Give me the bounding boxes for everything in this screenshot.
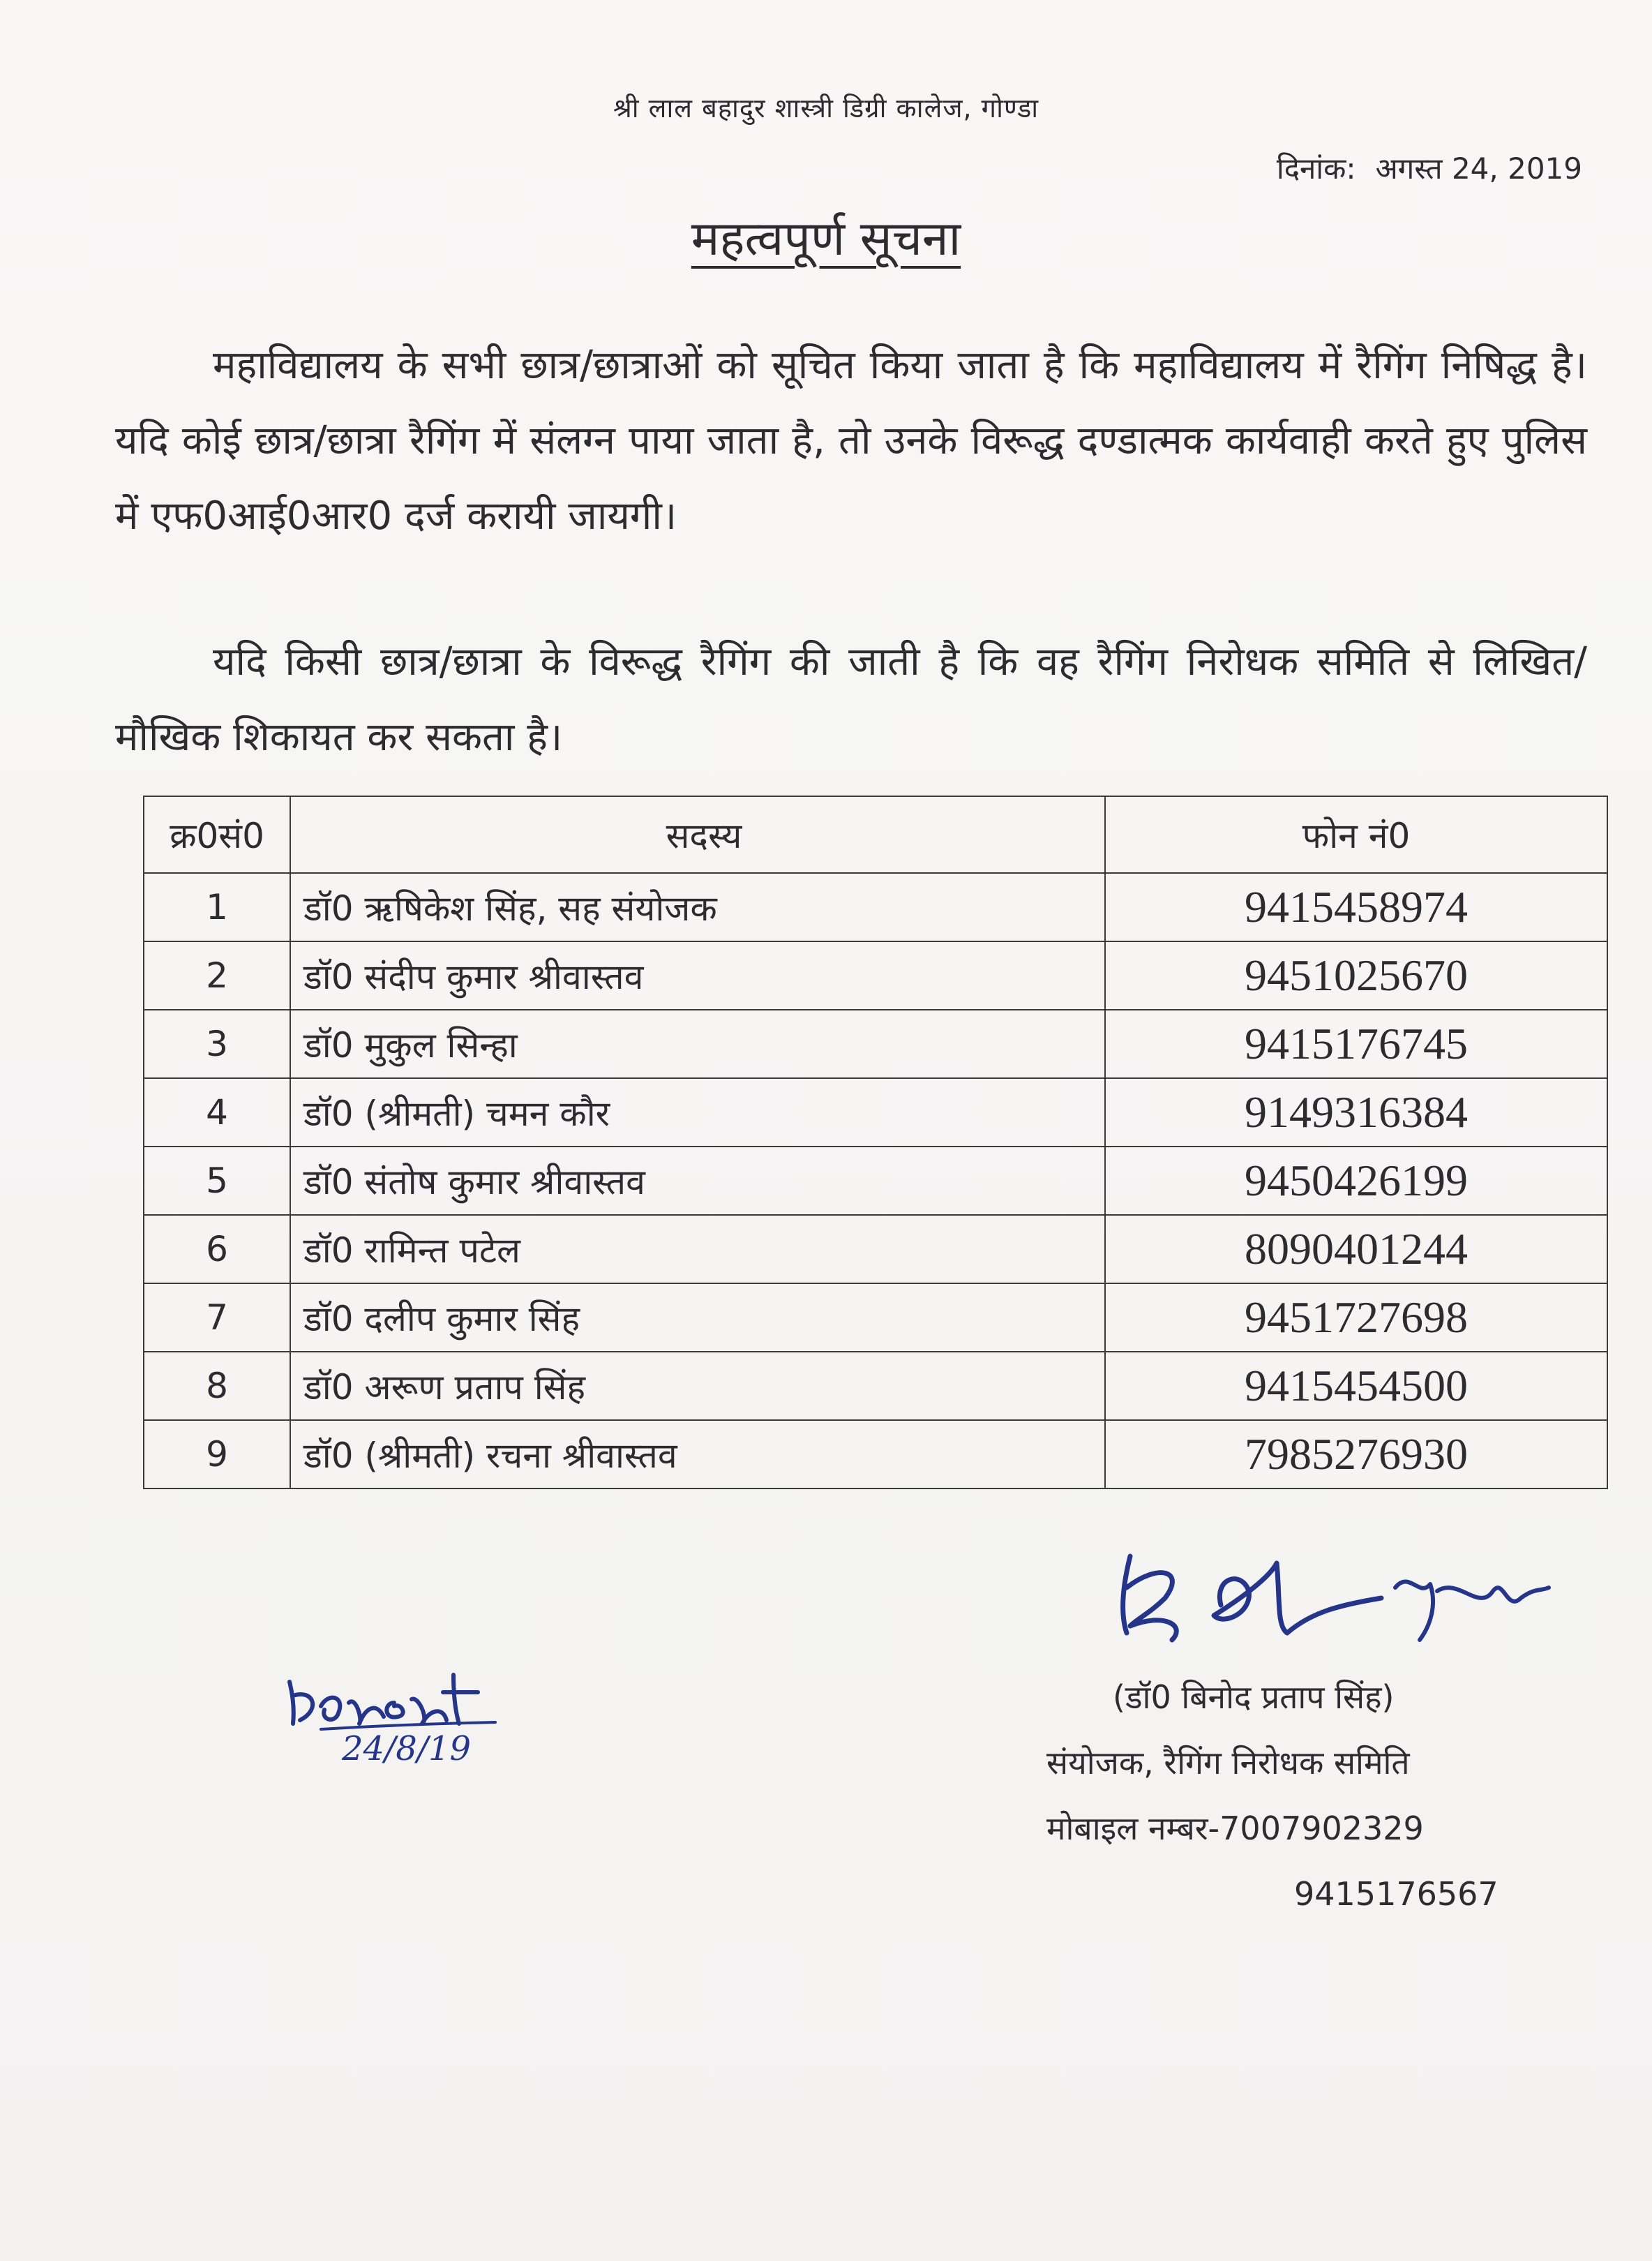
committee-members-table <box>143 796 1608 1489</box>
phone-header: फोन नं0 <box>1105 796 1607 873</box>
serial-cell: 4 <box>144 1078 290 1147</box>
phone-cell: 7985276930 <box>1105 1420 1607 1488</box>
date-value: अगस्त 24, 2019 <box>1375 151 1582 186</box>
table-row <box>144 873 1607 941</box>
notice-paragraph-1 <box>115 328 1587 554</box>
serial-cell: 1 <box>144 873 290 941</box>
date-label: दिनांक: <box>1276 151 1356 186</box>
member-cell: डॉ0 मुकुल सिन्हा <box>290 1010 1105 1078</box>
member-cell: डॉ0 ऋषिकेश सिंह, सह संयोजक <box>290 873 1105 941</box>
paragraph-2-text: यदि किसी छात्र/छात्रा के विरूद्ध रैगिंग की जाती है कि वह रैगिंग निरोधक समिति से लिखित/मौखिक शिकायत कर सकता है। <box>115 639 1587 760</box>
serial-cell: 2 <box>144 941 290 1010</box>
phone-cell: 8090401244 <box>1105 1215 1607 1283</box>
college-name: श्री लाल बहादुर शास्त्री डिग्री कालेज, गोण्डा <box>613 93 1039 124</box>
convener-signature <box>1102 1521 1556 1647</box>
serial-header: क्र0सं0 <box>144 796 290 873</box>
phone-cell: 9451025670 <box>1105 941 1607 1010</box>
serial-cell: 3 <box>144 1010 290 1078</box>
member-cell: डॉ0 रामिन्त पटेल <box>290 1215 1105 1283</box>
member-cell: डॉ0 (श्रीमती) चमन कौर <box>290 1078 1105 1147</box>
serial-cell: 5 <box>144 1147 290 1215</box>
notice-paragraph-2 <box>115 625 1587 775</box>
signatory-mobile: मोबाइल नम्बर-7007902329 <box>1046 1809 1424 1847</box>
member-cell: डॉ0 संदीप कुमार श्रीवास्तव <box>290 941 1105 1010</box>
table-row <box>144 1010 1607 1078</box>
serial-cell: 9 <box>144 1420 290 1488</box>
table-header-row <box>144 796 1607 873</box>
serial-cell: 7 <box>144 1283 290 1352</box>
phone-cell: 9415454500 <box>1105 1352 1607 1420</box>
table-row <box>144 941 1607 1010</box>
phone-cell: 9451727698 <box>1105 1283 1607 1352</box>
table-row <box>144 1420 1607 1488</box>
phone-cell: 9450426199 <box>1105 1147 1607 1215</box>
member-header: सदस्य <box>290 796 1105 873</box>
signatory-block <box>1046 1664 1499 1927</box>
member-cell: डॉ0 अरूण प्रताप सिंह <box>290 1352 1105 1420</box>
phone-cell: 9415458974 <box>1105 873 1607 941</box>
phone-cell: 9149316384 <box>1105 1078 1607 1147</box>
serial-cell: 8 <box>144 1352 290 1420</box>
table-row <box>144 1078 1607 1147</box>
notice-title: महत्वपूर्ण सूचना <box>691 211 961 267</box>
phone-cell: 9415176745 <box>1105 1010 1607 1078</box>
member-cell: डॉ0 दलीप कुमार सिंह <box>290 1283 1105 1352</box>
signatory-designation: संयोजक, रैगिंग निरोधक समिति <box>1046 1744 1410 1782</box>
table-row <box>144 1215 1607 1283</box>
serial-cell: 6 <box>144 1215 290 1283</box>
receiver-signature-date: 24/8/19 <box>342 1729 472 1768</box>
receiver-signature <box>279 1654 509 1731</box>
signatory-name: (डॉ0 बिनोद प्रताप सिंह) <box>1113 1678 1395 1716</box>
signatory-mobile-alt: 9415176567 <box>1294 1875 1499 1913</box>
table-row <box>144 1147 1607 1215</box>
date-line <box>1277 148 1582 188</box>
paragraph-1-text: महाविद्यालय के सभी छात्र/छात्राओं को सूचित किया जाता है कि महाविद्यालय में रैगिंग निषिद्ध है। यदि कोई छात्र/छात्रा रैगिंग में संलग्न पाया जाता है, तो उनके विरूद्ध दण्डात्मक कार्यवाही करते हुए पुलिस में एफ0आई0आर0 दर्ज करायी जायगी। <box>115 343 1587 539</box>
table-row <box>144 1352 1607 1420</box>
table-row <box>144 1283 1607 1352</box>
receiver-signature-block <box>279 1654 509 1779</box>
member-cell: डॉ0 (श्रीमती) रचना श्रीवास्तव <box>290 1420 1105 1488</box>
member-cell: डॉ0 संतोष कुमार श्रीवास्तव <box>290 1147 1105 1215</box>
